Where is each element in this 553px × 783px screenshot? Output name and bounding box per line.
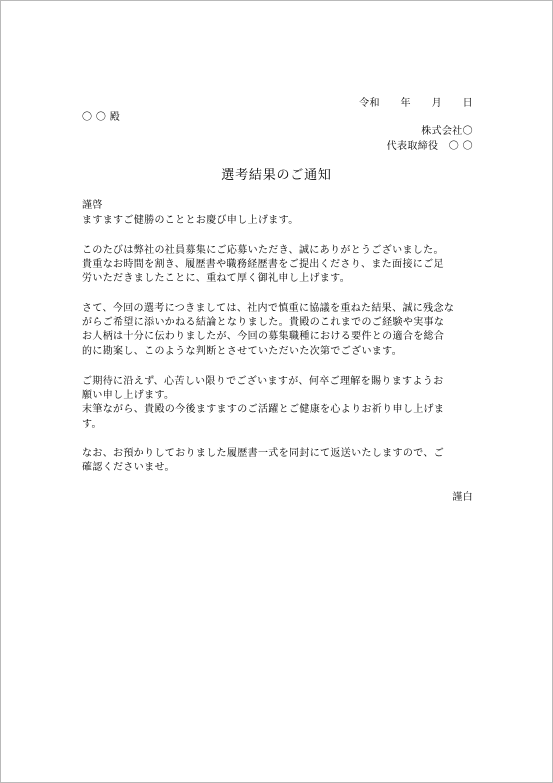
paragraph3-line: す。 (82, 419, 102, 430)
document-title: 選考結果のご通知 (221, 168, 332, 183)
paragraph3-line: 願い申し上げます。 (82, 390, 175, 401)
paragraph2-line: がらご希望に添いかねる結論となりました。貴殿のこれまでのご経験や実事な (82, 317, 445, 328)
closing-word: 謹白 (452, 492, 473, 503)
paragraph1-line: 貴重なお時間を割き、履歴書や職務経歴書をご提出くださり、また面接にご足 (82, 259, 444, 270)
paragraph4-line: なお、お預かりしておりました履歴書一式を同封にて返送いたしますので、ご (82, 448, 445, 459)
paragraph2-line: さて、今回の選考につきましては、社内で慎重に協議を重ねた結果、誠に残念な (82, 303, 455, 314)
paragraph1-line: 労いただきましたことに、重ねて厚く御礼申し上げます。 (82, 273, 351, 284)
paragraph3-line: ご期待に沿えず、心苦しい限りでございますが、何卒ご理解を賜りますようお (82, 376, 444, 387)
representative-name: 代表取締役 〇 〇 (386, 141, 473, 152)
paragraph2-line: お人柄は十分に伝わりましたが、今回の募集職種における要件との適合を総合 (82, 331, 445, 342)
recipient-name: 〇 〇 殿 (82, 112, 121, 123)
date-line: 令和 年 月 日 (359, 98, 473, 109)
paragraph2-line: 的に勘案し、このような判断とさせていただいた次第でございます。 (82, 346, 403, 357)
company-name: 株式会社〇 (421, 126, 473, 137)
opening-word: 謹啓 (82, 200, 103, 211)
paragraph3-line: 末筆ながら、貴殿の今後ますますのご活躍とご健康を心よりお祈り申し上げま (82, 404, 445, 415)
greeting-line: ますますご健勝のこととお慶び申し上げます。 (82, 215, 299, 226)
paragraph4-line: 確認くださいませ。 (82, 462, 175, 473)
paragraph1-line: このたびは弊社の社員募集にご応募いただき、誠にありがとうございました。 (82, 245, 444, 256)
